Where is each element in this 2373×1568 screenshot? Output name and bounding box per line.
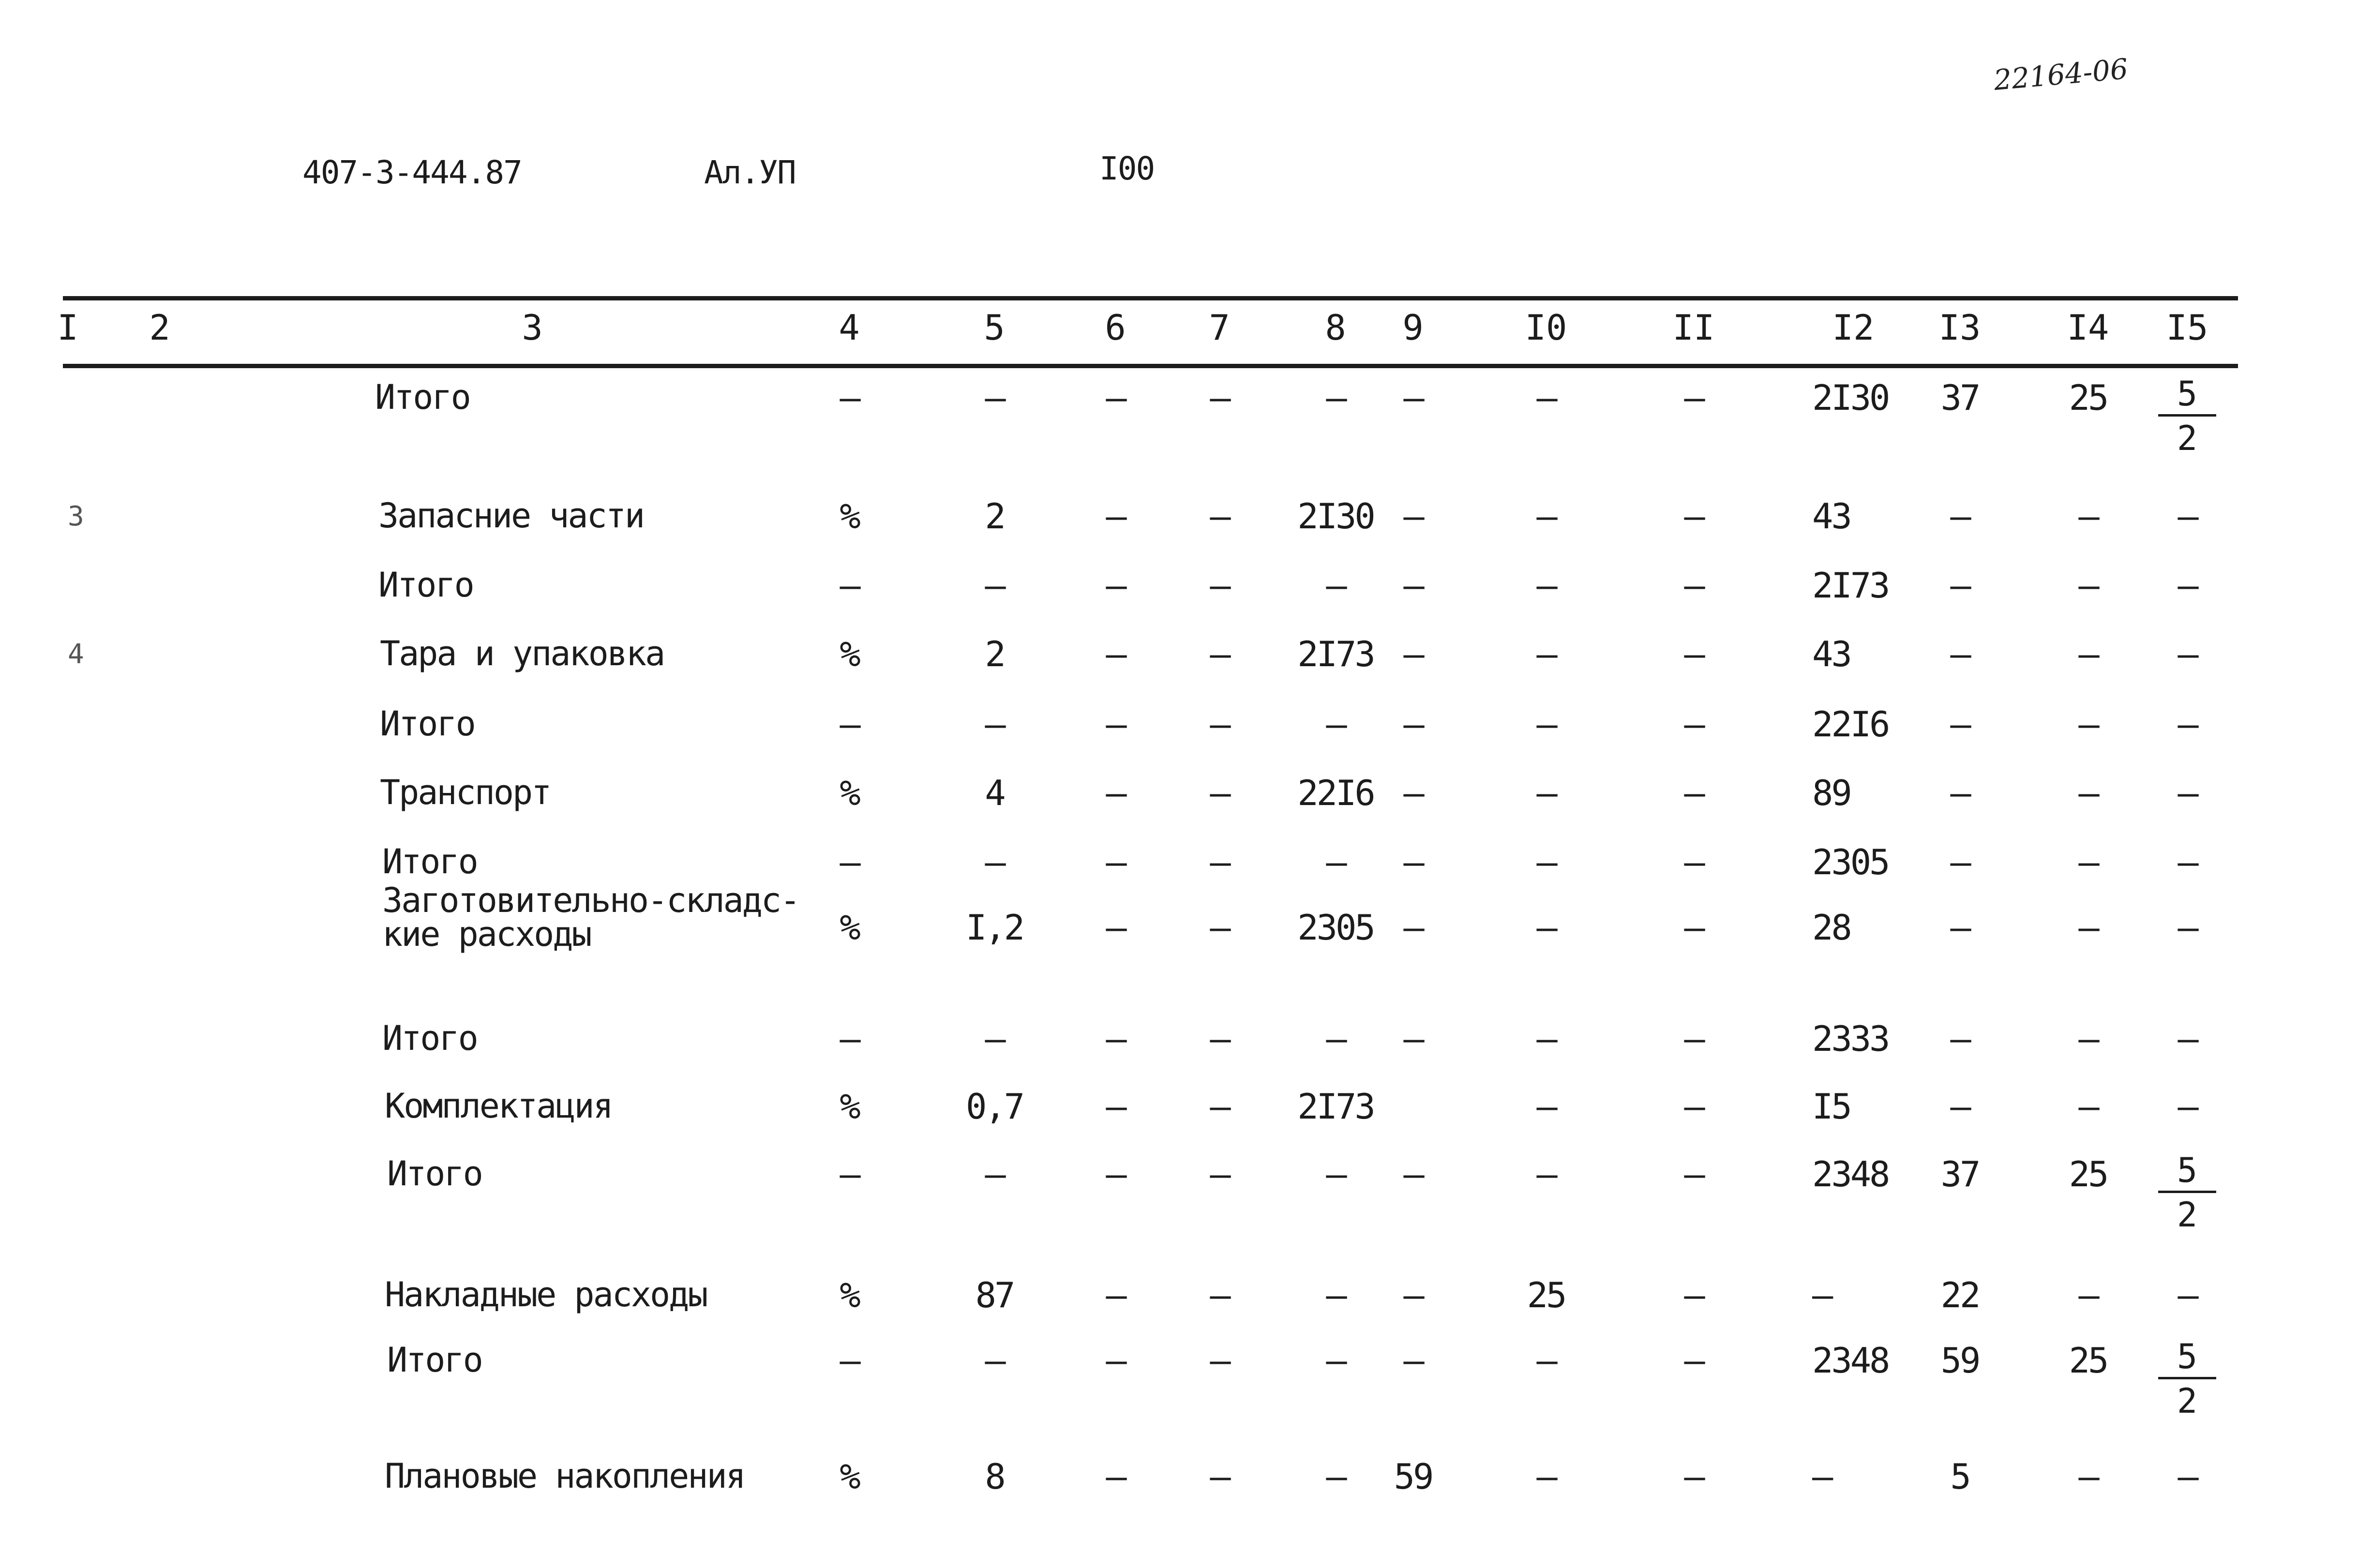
row-name: Итого — [387, 1340, 482, 1380]
cell-col-6: – — [1106, 1340, 1125, 1381]
cell-col-15: – — [2178, 1086, 2197, 1127]
cell-col-8: 2I73 — [1297, 1086, 1374, 1127]
cell-col-5: – — [985, 1154, 1004, 1195]
cell-col-15-fraction — [2158, 1150, 2216, 1237]
cell-col-14: – — [2078, 1018, 2098, 1059]
cell-col-11: – — [1684, 496, 1703, 537]
row-name-continued: кие расходы — [382, 914, 591, 954]
cell-col-8: – — [1326, 1275, 1345, 1315]
cell-col-5: I,2 — [965, 907, 1023, 948]
cell-col-10: – — [1536, 565, 1556, 606]
cell-col-4: % — [840, 634, 859, 674]
fraction-denominator: 2 — [2177, 1195, 2198, 1235]
handwritten-stamp: 22164-06 — [1992, 52, 2130, 97]
cell-col-14: – — [2078, 1275, 2098, 1315]
column-number-10: I0 — [1525, 307, 1567, 348]
column-number-11: II — [1672, 307, 1715, 348]
cell-col-8: – — [1326, 704, 1345, 745]
cell-col-9: – — [1403, 1154, 1423, 1195]
cell-col-5: 2 — [985, 496, 1004, 537]
table-header-rule — [63, 364, 2238, 368]
cell-col-7: – — [1210, 1456, 1229, 1497]
cell-col-5: 2 — [985, 634, 1004, 674]
column-number-3: 3 — [522, 307, 543, 348]
cell-col-11: – — [1684, 842, 1703, 882]
column-number-15: I5 — [2166, 307, 2208, 348]
row-name: Итого — [387, 1154, 482, 1194]
cell-col-5: – — [985, 377, 1004, 418]
cell-col-8: 2I73 — [1297, 634, 1374, 674]
row-name: Комплектация — [385, 1086, 612, 1126]
column-number-5: 5 — [984, 307, 1005, 348]
row-name: Итого — [375, 377, 470, 417]
cell-col-13: 37 — [1940, 1154, 1979, 1195]
cell-col-4: % — [840, 907, 859, 948]
cell-col-15-fraction — [2158, 373, 2216, 460]
cell-col-13: 59 — [1940, 1340, 1979, 1381]
cell-col-9: – — [1403, 1275, 1423, 1315]
cell-col-7: – — [1210, 1086, 1229, 1127]
cell-col-4: % — [840, 773, 859, 813]
fraction-denominator: 2 — [2177, 1381, 2198, 1421]
cell-col-13: – — [1950, 634, 1969, 674]
cell-col-9: – — [1403, 1018, 1423, 1059]
cell-col-14: – — [2078, 1456, 2098, 1497]
cell-col-9: – — [1403, 842, 1423, 882]
cell-col-12: – — [1812, 1275, 1832, 1315]
row-name: Плановые накопления — [385, 1456, 745, 1496]
cell-col-15: – — [2178, 907, 2197, 948]
cell-col-11: – — [1684, 1018, 1703, 1059]
cell-col-5: – — [985, 1018, 1004, 1059]
cell-col-10: – — [1536, 773, 1556, 813]
cell-col-14: – — [2078, 704, 2098, 745]
cell-col-15: – — [2178, 704, 2197, 745]
cell-col-10: – — [1536, 377, 1556, 418]
cell-col-15: – — [2178, 1018, 2197, 1059]
cell-col-4: – — [840, 1154, 859, 1195]
cell-col-15: – — [2178, 634, 2197, 674]
row-name: Накладные расходы — [385, 1275, 707, 1314]
cell-col-8: – — [1326, 1456, 1345, 1497]
cell-col-13: – — [1950, 565, 1969, 606]
cell-col-15-fraction — [2158, 1336, 2216, 1423]
cell-col-14: – — [2078, 773, 2098, 813]
cell-col-11: – — [1684, 634, 1703, 674]
column-number-13: I3 — [1938, 307, 1981, 348]
fraction-denominator: 2 — [2177, 418, 2198, 458]
cell-col-11: – — [1684, 907, 1703, 948]
cell-col-11: – — [1684, 773, 1703, 813]
cell-col-15: – — [2178, 842, 2197, 882]
cell-col-8: – — [1326, 1340, 1345, 1381]
cell-col-15: – — [2178, 1456, 2197, 1497]
fraction-numerator: 5 — [2158, 1336, 2216, 1379]
cell-col-14: – — [2078, 634, 2098, 674]
cell-col-4: – — [840, 704, 859, 745]
cell-col-6: – — [1106, 1154, 1125, 1195]
cell-col-10: – — [1536, 1340, 1556, 1381]
cell-col-13: – — [1950, 907, 1969, 948]
cell-col-15: – — [2178, 496, 2197, 537]
cell-col-11: – — [1684, 1456, 1703, 1497]
column-number-12: I2 — [1832, 307, 1875, 348]
cell-col-5: – — [985, 842, 1004, 882]
cell-col-8: – — [1326, 842, 1345, 882]
cell-col-11: – — [1684, 1154, 1703, 1195]
cell-col-11: – — [1684, 377, 1703, 418]
cell-col-9: – — [1403, 1340, 1423, 1381]
cell-col-14: – — [2078, 565, 2098, 606]
cell-col-8: 2305 — [1297, 907, 1374, 948]
cell-col-12: 22I6 — [1812, 704, 1889, 745]
document-code: 407-3-444.87 — [302, 154, 522, 191]
cell-col-7: – — [1210, 377, 1229, 418]
cell-col-6: – — [1106, 704, 1125, 745]
cell-col-13: – — [1950, 842, 1969, 882]
cell-col-4: % — [840, 496, 859, 537]
cell-col-15: – — [2178, 773, 2197, 813]
cell-col-15: – — [2178, 565, 2197, 606]
cell-col-4: – — [840, 1018, 859, 1059]
album-number: Ал.УП — [704, 154, 796, 191]
column-number-2: 2 — [149, 307, 170, 348]
cell-col-7: – — [1210, 1340, 1229, 1381]
cell-col-8: – — [1326, 377, 1345, 418]
cell-col-7: – — [1210, 565, 1229, 606]
cell-col-8: – — [1326, 1154, 1345, 1195]
cell-col-12: 2348 — [1812, 1340, 1889, 1381]
cell-col-7: – — [1210, 773, 1229, 813]
cell-col-6: – — [1106, 1456, 1125, 1497]
cell-col-5: – — [985, 565, 1004, 606]
cell-col-12: I5 — [1812, 1086, 1850, 1127]
cell-col-14: – — [2078, 907, 2098, 948]
cell-col-4: % — [840, 1086, 859, 1127]
cell-col-7: – — [1210, 1018, 1229, 1059]
cell-col-12: 2I30 — [1812, 377, 1889, 418]
cell-col-9: – — [1403, 907, 1423, 948]
cell-col-6: – — [1106, 377, 1125, 418]
cell-col-7: – — [1210, 1154, 1229, 1195]
cell-col-12: 2333 — [1812, 1018, 1889, 1059]
cell-col-6: – — [1106, 1086, 1125, 1127]
column-number-4: 4 — [839, 307, 860, 348]
cell-col-14: 25 — [2069, 1340, 2107, 1381]
cell-col-12: 43 — [1812, 496, 1850, 537]
cell-col-13: – — [1950, 1086, 1969, 1127]
cell-col-7: – — [1210, 704, 1229, 745]
row-name: Итого — [378, 565, 473, 605]
cell-col-4: – — [840, 1340, 859, 1381]
cell-col-6: – — [1106, 773, 1125, 813]
cell-col-12: 2305 — [1812, 842, 1889, 882]
cell-col-14: – — [2078, 1086, 2098, 1127]
cell-col-10: – — [1536, 907, 1556, 948]
page-number: I00 — [1099, 150, 1155, 187]
column-number-8: 8 — [1325, 307, 1346, 348]
cell-col-13: – — [1950, 496, 1969, 537]
row-name: Транспорт — [380, 773, 551, 812]
row-name: Итого — [380, 704, 475, 744]
row-name: Итого — [382, 842, 477, 881]
cell-col-5: – — [985, 1340, 1004, 1381]
cell-col-9: – — [1403, 496, 1423, 537]
cell-col-5: 0,7 — [965, 1086, 1023, 1127]
cell-col-6: – — [1106, 1018, 1125, 1059]
cell-col-4: – — [840, 842, 859, 882]
cell-col-9: 59 — [1394, 1456, 1432, 1497]
cell-col-5: 87 — [975, 1275, 1014, 1315]
cell-col-7: – — [1210, 842, 1229, 882]
cell-col-8: 22I6 — [1297, 773, 1374, 813]
cell-col-12: 2I73 — [1812, 565, 1889, 606]
cell-col-10: – — [1536, 1154, 1556, 1195]
cell-col-10: – — [1536, 634, 1556, 674]
cell-col-12: 43 — [1812, 634, 1850, 674]
cell-col-13: 37 — [1940, 377, 1979, 418]
fraction-numerator: 5 — [2158, 1150, 2216, 1193]
column-number-7: 7 — [1209, 307, 1230, 348]
cell-col-10: – — [1536, 1456, 1556, 1497]
cell-col-6: – — [1106, 634, 1125, 674]
cell-col-9: – — [1403, 565, 1423, 606]
cell-col-5: 4 — [985, 773, 1004, 813]
cell-col-6: – — [1106, 1275, 1125, 1315]
fraction-numerator: 5 — [2158, 373, 2216, 417]
row-name: Итого — [382, 1018, 477, 1058]
cell-col-10: – — [1536, 1086, 1556, 1127]
row-number: 4 — [68, 639, 84, 670]
cell-col-10: – — [1536, 496, 1556, 537]
row-name: Тара и упаковка — [380, 634, 664, 673]
cell-col-4: – — [840, 565, 859, 606]
cell-col-11: – — [1684, 1086, 1703, 1127]
cell-col-8: – — [1326, 565, 1345, 606]
cell-col-11: – — [1684, 565, 1703, 606]
cell-col-7: – — [1210, 1275, 1229, 1315]
cell-col-13: – — [1950, 704, 1969, 745]
cell-col-13: 22 — [1940, 1275, 1979, 1315]
cell-col-4: – — [840, 377, 859, 418]
cell-col-11: – — [1684, 1275, 1703, 1315]
cell-col-14: – — [2078, 842, 2098, 882]
cell-col-9: – — [1403, 634, 1423, 674]
cell-col-10: – — [1536, 842, 1556, 882]
column-number-1: I — [57, 307, 78, 348]
column-number-6: 6 — [1105, 307, 1126, 348]
cell-col-6: – — [1106, 842, 1125, 882]
cell-col-9: – — [1403, 377, 1423, 418]
cell-col-15: – — [2178, 1275, 2197, 1315]
row-name: Запасние части — [378, 496, 644, 536]
cell-col-7: – — [1210, 496, 1229, 537]
cell-col-13: – — [1950, 773, 1969, 813]
cell-col-8: – — [1326, 1018, 1345, 1059]
column-number-9: 9 — [1402, 307, 1424, 348]
cell-col-10: – — [1536, 1018, 1556, 1059]
cell-col-6: – — [1106, 565, 1125, 606]
cell-col-12: 89 — [1812, 773, 1850, 813]
cell-col-10: – — [1536, 704, 1556, 745]
cell-col-7: – — [1210, 634, 1229, 674]
cell-col-14: 25 — [2069, 377, 2107, 418]
cell-col-11: – — [1684, 704, 1703, 745]
cell-col-12: – — [1812, 1456, 1832, 1497]
cell-col-10: 25 — [1527, 1275, 1565, 1315]
cell-col-14: 25 — [2069, 1154, 2107, 1195]
cell-col-11: – — [1684, 1340, 1703, 1381]
cell-col-4: % — [840, 1456, 859, 1497]
cell-col-5: 8 — [985, 1456, 1004, 1497]
cell-col-13: 5 — [1950, 1456, 1969, 1497]
cell-col-6: – — [1106, 496, 1125, 537]
row-number: 3 — [68, 501, 84, 532]
cell-col-12: 28 — [1812, 907, 1850, 948]
cell-col-8: 2I30 — [1297, 496, 1374, 537]
cell-col-14: – — [2078, 496, 2098, 537]
cell-col-6: – — [1106, 907, 1125, 948]
cell-col-12: 2348 — [1812, 1154, 1889, 1195]
column-number-14: I4 — [2067, 307, 2109, 348]
cell-col-9: – — [1403, 704, 1423, 745]
table-top-rule — [63, 296, 2238, 300]
cell-col-7: – — [1210, 907, 1229, 948]
cell-col-4: % — [840, 1275, 859, 1315]
cell-col-9: – — [1403, 773, 1423, 813]
cell-col-13: – — [1950, 1018, 1969, 1059]
cell-col-5: – — [985, 704, 1004, 745]
row-name: Заготовительно-складс- — [382, 881, 799, 920]
